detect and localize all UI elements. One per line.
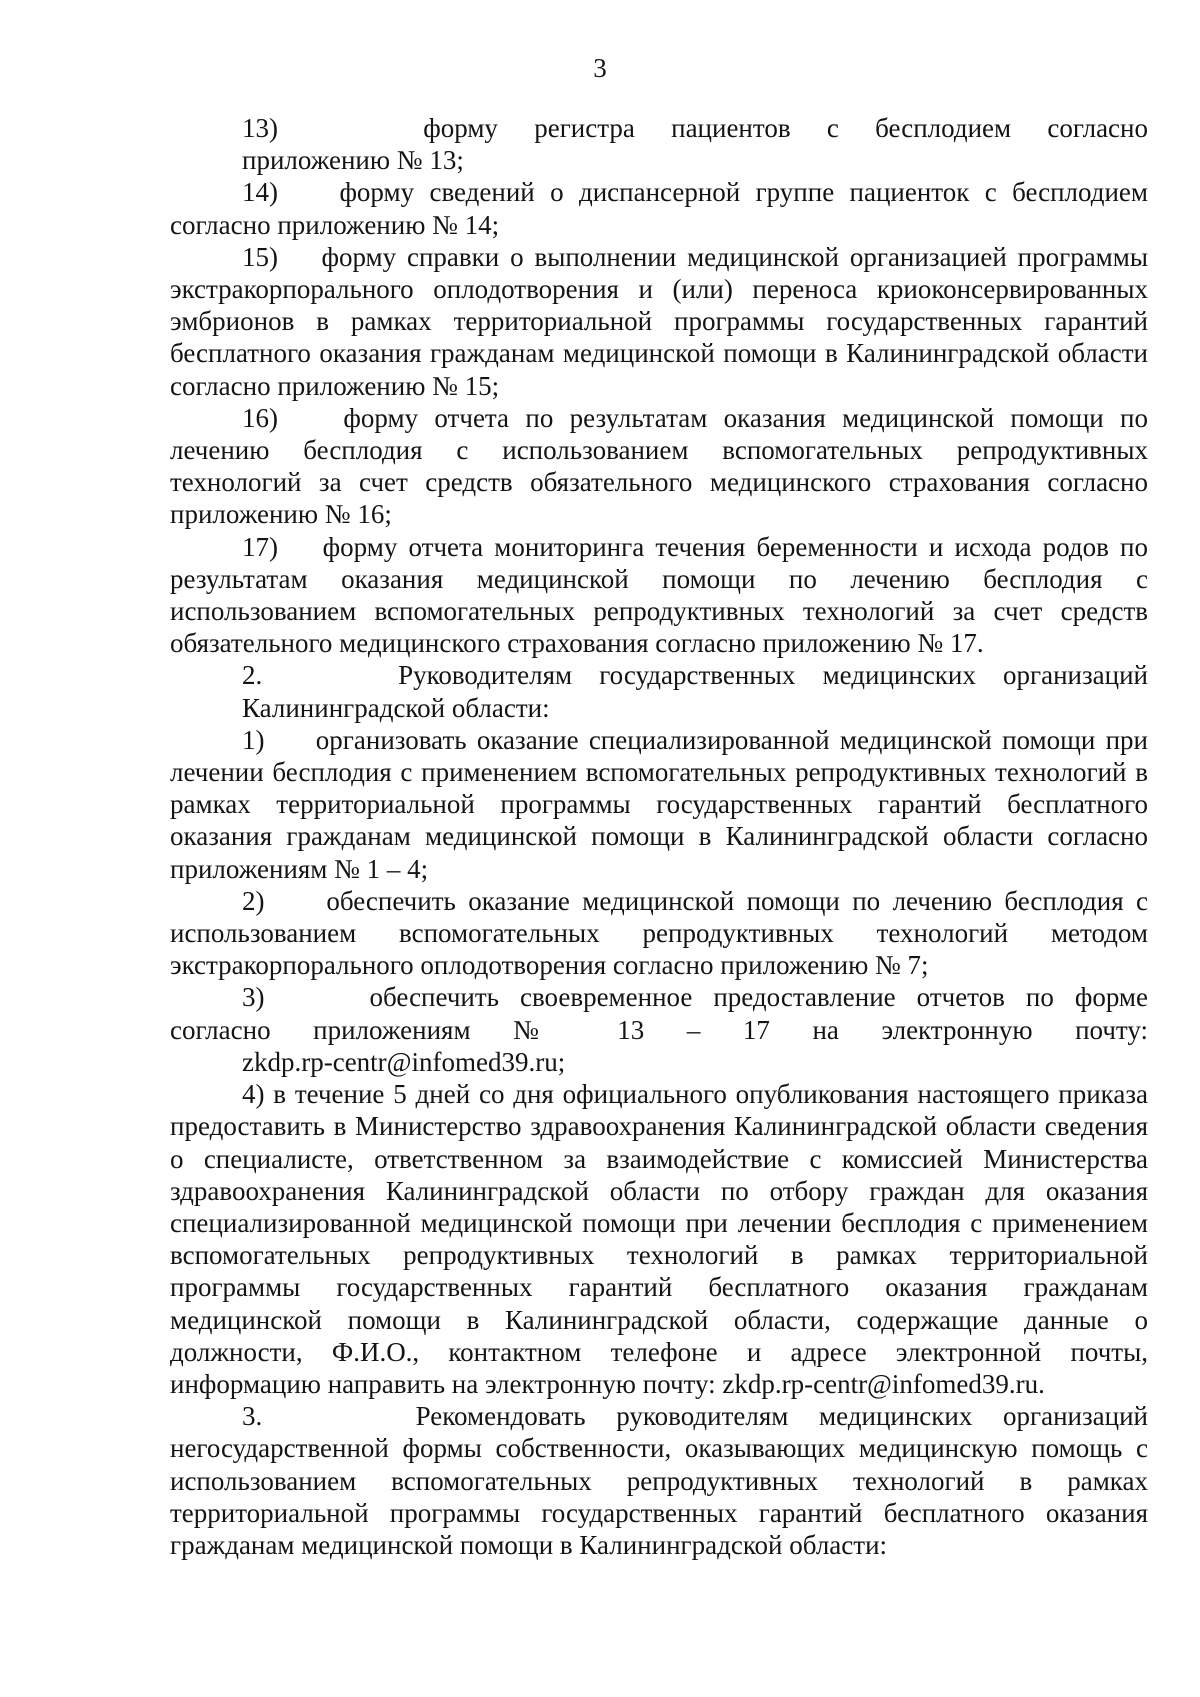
list-item-16: 16) форму отчета по результатам оказания медицинской помощи по лечению бесплодия с использованием вспомогательных репродуктивных технологий за счет средств обязательного медицинского страхования согласно приложению № 16; xyxy=(170,402,1148,530)
page-number: 3 xyxy=(593,53,607,83)
section-2-first-line: 2. Руководителям государственных медицинских организаций xyxy=(242,660,1148,691)
section-2-item-3 xyxy=(170,981,1148,1078)
list-item-13-first-line: 13) форму регистра пациентов с бесплодием согласно xyxy=(242,113,1148,143)
section-2-item-3-email: zkdp.rp-centr@infomed39.ru; xyxy=(242,1046,566,1077)
section-2-item-3-second-line: согласно приложениям № 13 – 17 на электронную почту: xyxy=(170,1014,1148,1045)
list-item-13-last-line: приложению № 13; xyxy=(242,145,464,176)
section-2-item-3-first-line: 3) обеспечить своевременное предоставление отчетов по форме xyxy=(242,982,1148,1013)
section-3: 3. Рекомендовать руководителям медицинских организаций негосударственной формы собственности, оказывающих медицинскую помощь с использованием вспомогательных репродуктивных технологий в рамках территориальной программы государственных гарантий бесплатного оказания гражданам медицинской помощи в Калининградской области: xyxy=(170,1401,1148,1560)
section-2-heading xyxy=(170,659,1148,723)
list-item-15: 15) форму справки о выполнении медицинской организацией программы экстракорпорального оплодотворения и (или) переноса криоконсервированных эмбрионов в рамках территориальной программы государственных гарантий бесплатного оказания гражданам медицинской помощи в Калининградской области согласно приложению № 15; xyxy=(170,241,1148,401)
section-2-item-4: 4) в течение 5 дней со дня официального опубликования настоящего приказа предоставить в Министерство здравоохранения Калининградской области сведения о специалисте, ответственном за взаимодействие с комиссией Министерства здравоохранения Калининградской области по отбору граждан для оказания специализированной медицинской помощи при лечении бесплодия с применением вспомогательных репродуктивных технологий в рамках территориальной программы государственных гарантий бесплатного оказания гражданам медицинской помощи в Калининградской области, содержащие данные о должности, Ф.И.О., контактном телефоне и адресе электронной почты, информацию направить на электронную почту: zkdp.rp-centr@infomed39.ru. xyxy=(170,1079,1148,1399)
list-item-13 xyxy=(170,112,1148,176)
list-item-14: 14) форму сведений о диспансерной группе пациенток с бесплодием согласно приложению № 14; xyxy=(170,177,1148,240)
section-2-last-line: Калининградской области: xyxy=(242,692,550,723)
section-2-item-1: 1) организовать оказание специализированной медицинской помощи при лечении бесплодия с применением вспомогательных репродуктивных технологий в рамках территориальной программы государственных гарантий бесплатного оказания гражданам медицинской помощи в Калининградской области согласно приложениям № 1 – 4; xyxy=(170,724,1148,884)
list-item-17: 17) форму отчета мониторинга течения беременности и исхода родов по результатам оказания медицинской помощи по лечению бесплодия с использованием вспомогательных репродуктивных технологий за счет средств обязательного медицинского страхования согласно приложению № 17. xyxy=(170,531,1148,659)
document-body xyxy=(170,112,1148,1561)
section-2-item-2: 2) обеспечить оказание медицинской помощи по лечению бесплодия с использованием вспомогательных репродуктивных технологий методом экстракорпорального оплодотворения согласно приложению № 7; xyxy=(170,885,1148,981)
